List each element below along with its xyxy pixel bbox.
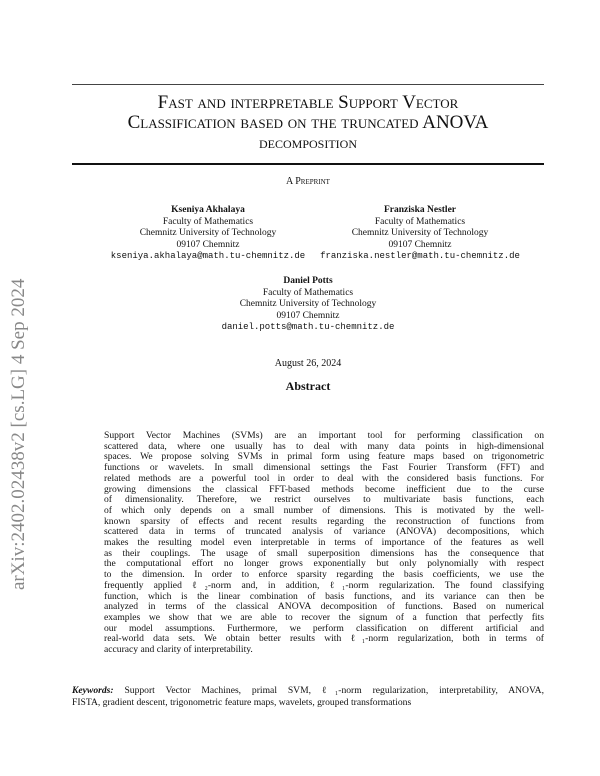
abstract-line: real-world data sets. We obtain better results with ℓ₁-norm regularization, both in terms of [104,633,544,645]
abstract-line: growing dimensions the classical FFT-based methods become inefficient due to the curse [104,483,544,495]
paper-date: August 26, 2024 [274,358,342,369]
author-block [198,276,418,334]
abstract-line: makes the resulting model even interpretable in terms of importance of the features as well [104,537,544,549]
author-email[interactable]: kseniya.akhalaya@math.tu-chemnitz.de [110,251,306,261]
abstract-line: related methods are a powerful tool in order to deal with the considered basis functions. For [104,472,544,484]
abstract-line: functions or wavelets. In small dimensional settings the Fast Fourier Transform (FFT) and [104,462,544,474]
abstract-line: analyzed in terms of the classical ANOVA decomposition of functions. Based on numerical [104,601,544,613]
abstract-line: as their couplings. The usage of small superposition dimensions has the consequence that [104,547,544,559]
abstract-line: frequently applied ℓ₂-norm and, in addition, ℓ₁-norm regularization. The found classifying [104,579,544,591]
abstract-heading: Abstract [285,379,331,393]
author-institution: Chemnitz University of Technology [239,299,377,309]
abstract-body [104,431,544,656]
abstract-line: of dimensionality. Therefore, we restrict ourselves to multivariate basis functions, each [104,494,544,506]
keywords-text: Support Vector Machines, primal SVM, ℓ₁-norm regularization, interpretability, ANOVA, [124,685,544,696]
author-email[interactable]: franziska.nestler@math.tu-chemnitz.de [320,251,520,261]
author-city: 09107 Chemnitz [276,310,340,321]
author-city: 09107 Chemnitz [388,239,452,250]
arxiv-identifier: arXiv:2402.02438v2 [cs.LG] 4 Sep 2024 [8,278,29,590]
keywords-label: Keywords: [72,685,114,696]
author-institution: Chemnitz University of Technology [139,228,277,238]
abstract-line: to the dimension. In order to enforce sparsity regarding the basis coefficients, we use the [104,569,544,581]
abstract-line: spaces. We propose solving SVMs in primal form using feature maps based on trigonometric [104,451,544,463]
author-dept: Faculty of Mathematics [162,216,254,227]
author-name: Daniel Potts [283,276,333,286]
preprint-label: A Preprint [286,176,330,187]
abstract-line: our model assumptions. Furthermore, we perform classification on different artificial and [104,622,544,634]
title-line: Classification based on the truncated ANOVA [127,112,489,133]
author-block [98,205,318,263]
abstract-line: known sparsity of effects and recent results regarding the reconstruction of functions from [104,515,544,527]
author-name: Franziska Nestler [383,205,457,215]
keywords-line [72,697,544,709]
title-line: Fast and interpretable Support Vector [157,92,459,113]
abstract-line: scattered data, where one usually has to deal with many data points in high-dimensional [104,440,544,452]
keywords-text: FISTA, gradient descent, trigonometric feature maps, wavelets, grouped transformations [72,696,412,708]
abstract-line: of which only depends on a small number of dimensions. This is motivated by the well- [104,504,544,516]
abstract-line: examples we show that we are able to recover the signum of a function that perfectly fits [104,611,544,623]
abstract-line: accuracy and clarity of interpretability. [104,644,253,656]
keywords-line [72,685,544,697]
author-dept: Faculty of Mathematics [374,216,466,227]
abstract-line: the computational effort no longer grows exponentially but only polynomially with respect [104,558,544,570]
author-city: 09107 Chemnitz [176,239,240,250]
author-block [300,205,540,263]
abstract-line: function, which is the linear combination of basis functions, and its variance can then be [104,590,544,602]
keywords [72,685,544,708]
author-dept: Faculty of Mathematics [262,287,354,298]
paper-title [72,93,544,153]
abstract-line: scattered data in terms of truncated analysis of variance (ANOVA) decompositions, which [104,526,544,538]
title-rule [72,163,544,165]
author-name: Kseniya Akhalaya [171,205,245,215]
author-email[interactable]: daniel.potts@math.tu-chemnitz.de [221,322,395,332]
title-line: decomposition [258,133,357,152]
abstract-line: Support Vector Machines (SVMs) are an important tool for performing classification on [104,430,544,441]
top-rule [72,84,544,85]
author-institution: Chemnitz University of Technology [351,228,489,238]
